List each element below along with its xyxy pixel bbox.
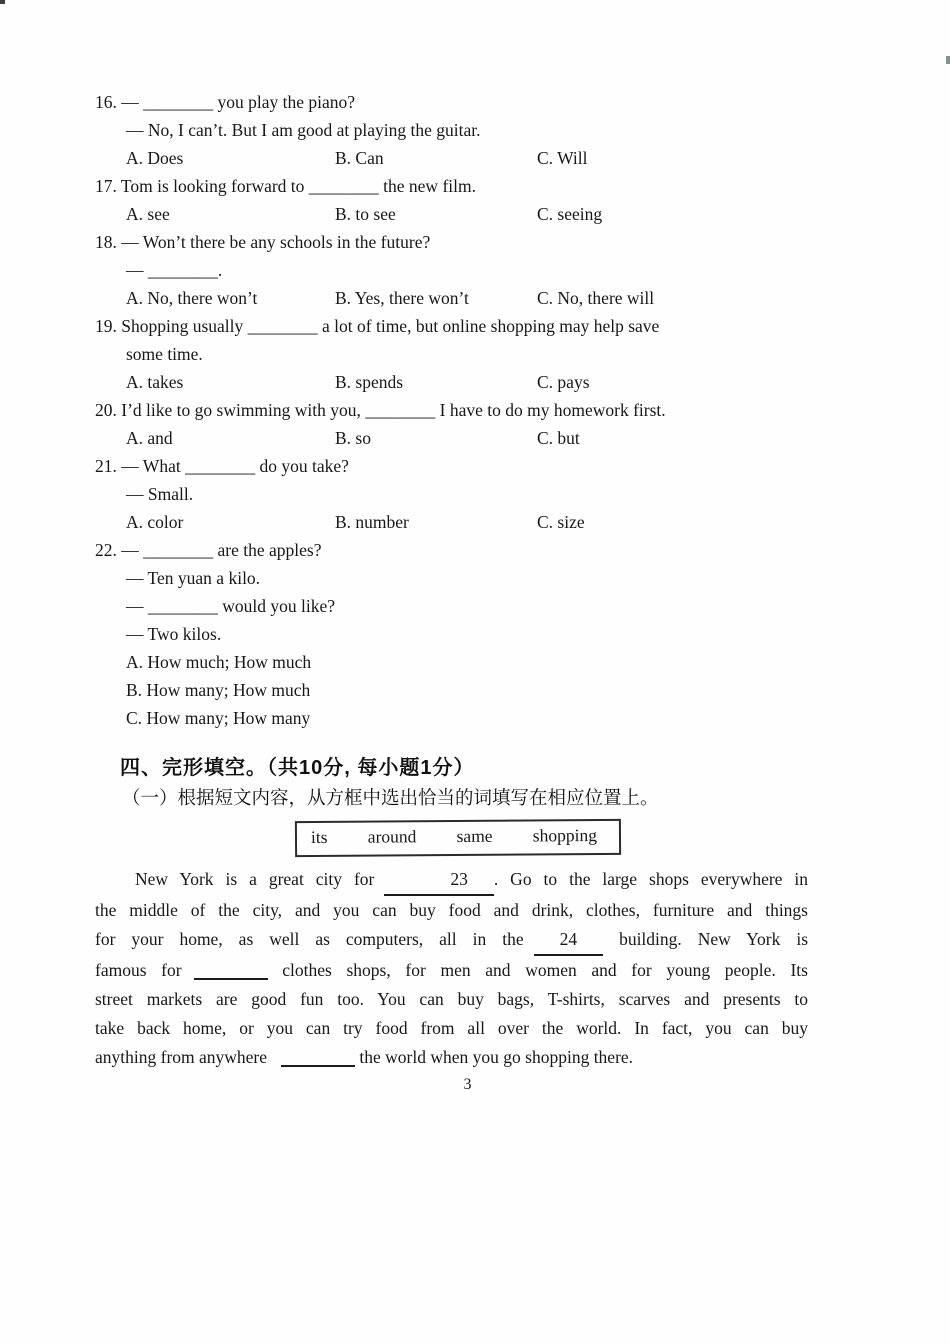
option-b: B. number: [335, 512, 409, 532]
option-c: C. Will: [537, 148, 588, 168]
question-stem: 16. — ________ you play the piano?: [95, 92, 356, 112]
option-a: A. see: [126, 204, 170, 224]
question-stem: 22. — ________ are the apples?: [95, 540, 322, 560]
passage-line: the middle of the city, and you can buy food and drink, clothes, furniture and things: [95, 900, 808, 920]
question-block-21: [95, 452, 810, 536]
option-a: A. takes: [126, 372, 184, 392]
question-block-18: [95, 228, 810, 312]
exam-page: [95, 88, 810, 1096]
options-column: [126, 648, 810, 732]
options-row: [126, 508, 810, 536]
option-c: C. How many; How many: [126, 708, 311, 728]
question-stem: — ________ would you like?: [126, 596, 336, 616]
question-stem: 19. Shopping usually ________ a lot of time, but online shopping may help save: [95, 316, 660, 336]
blank-24: 24: [534, 925, 604, 956]
passage-line: famous for clothes shops, for men and women and for young people. Its: [95, 960, 808, 980]
question-block-16: [95, 88, 810, 172]
question-stem: 17. Tom is looking forward to ________ the new film.: [95, 176, 476, 196]
option-a: A. How much; How much: [126, 652, 312, 672]
passage-line: anything from anywhere the world when you go shopping there.: [95, 1047, 634, 1067]
option-c: C. pays: [537, 372, 590, 392]
scan-speck: [946, 56, 950, 64]
passage-line: street markets are good fun too. You can buy bags, T-shirts, scarves and presents to: [95, 989, 808, 1009]
question-stem: 20. I’d like to go swimming with you, ________ I have to do my homework first.: [95, 400, 666, 420]
options-row: [126, 424, 810, 452]
option-c: C. size: [537, 512, 585, 532]
section-title: 四、完形填空。（共10分, 每小题1分）: [120, 757, 475, 779]
option-c: C. No, there will: [537, 288, 655, 308]
option-b: B. Yes, there won’t: [335, 288, 469, 308]
word-box-item: its: [310, 826, 328, 848]
option-c: C. but: [537, 428, 580, 448]
word-box-item: around: [367, 826, 417, 847]
question-stem: 21. — What ________ do you take?: [95, 456, 349, 476]
passage-line: for your home, as well as computers, all in the 24 building. New York is: [95, 925, 808, 956]
option-a: A. color: [126, 512, 184, 532]
option-b: B. Can: [335, 148, 384, 168]
question-block-19: [95, 312, 810, 396]
option-b: B. How many; How much: [126, 680, 311, 700]
word-box-item: shopping: [532, 825, 598, 846]
option-b: B. so: [335, 428, 371, 448]
question-block-17: [95, 172, 810, 228]
section-instruction: （一）根据短文内容，从方框中选出恰当的词填写在相应位置上。: [122, 787, 659, 808]
word-box-item: same: [456, 825, 493, 847]
passage-line: take back home, or you can try food from all over the world. In fact, you can buy: [95, 1018, 808, 1038]
options-row: [126, 284, 810, 312]
blank-unnumbered: [281, 1046, 355, 1067]
option-b: B. spends: [335, 372, 404, 392]
question-stem: — No, I can’t. But I am good at playing the guitar.: [126, 120, 481, 140]
question-stem: some time.: [126, 344, 203, 364]
question-stem: — Ten yuan a kilo.: [126, 568, 261, 588]
option-c: C. seeing: [537, 204, 603, 224]
passage: [95, 865, 808, 1072]
options-row: [126, 200, 810, 228]
option-a: A. No, there won’t: [126, 288, 258, 308]
option-a: A. Does: [126, 148, 184, 168]
word-box: [295, 819, 621, 857]
options-row: [126, 144, 810, 172]
scan-speck: [0, 0, 5, 4]
question-stem: 18. — Won’t there be any schools in the future?: [95, 232, 431, 252]
options-row: [126, 368, 810, 396]
question-block-20: [95, 396, 810, 452]
option-a: A. and: [126, 428, 173, 448]
option-b: B. to see: [335, 204, 396, 224]
blank-unnumbered: [194, 959, 268, 980]
question-stem: — ________.: [126, 260, 223, 280]
blank-23: 23: [384, 865, 494, 896]
question-block-22: [95, 536, 810, 732]
question-stem: — Small.: [126, 484, 194, 504]
page-number: 3: [463, 1076, 472, 1093]
question-stem: — Two kilos.: [126, 624, 222, 644]
passage-line: New York is a great city for 23 . Go to the large shops everywhere in: [95, 865, 808, 896]
